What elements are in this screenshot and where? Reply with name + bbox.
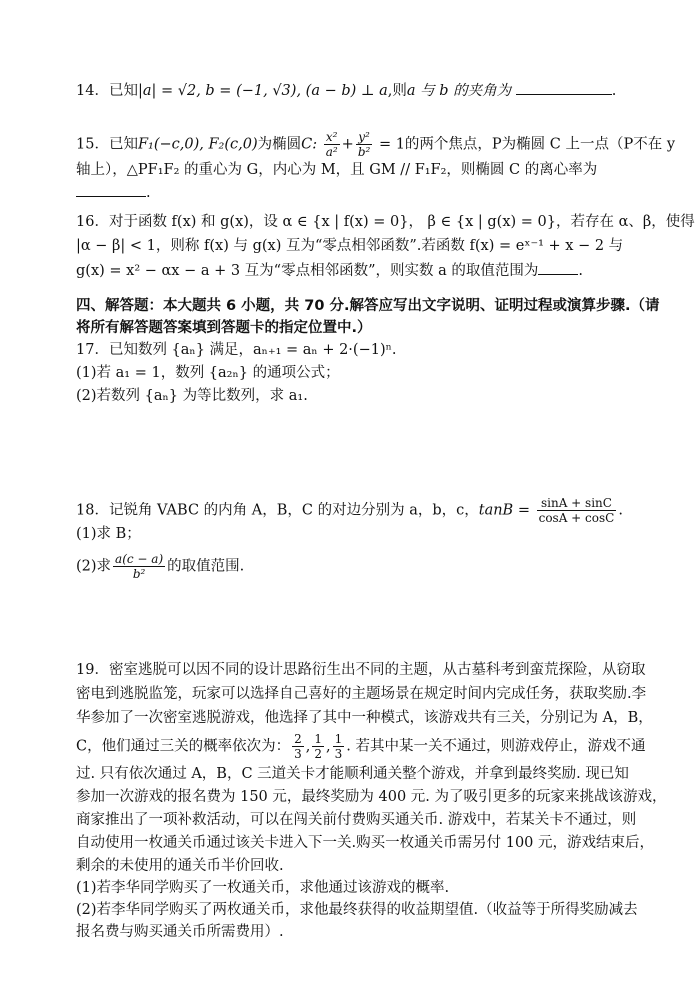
question-19-line-3 xyxy=(76,708,653,728)
q19-prob-c xyxy=(333,732,345,761)
question-19-line-7 xyxy=(76,810,636,830)
question-19-part-1 xyxy=(76,878,449,898)
q15-answer-blank xyxy=(76,182,146,197)
question-17-part-1 xyxy=(76,363,340,383)
q16-end: . xyxy=(578,263,583,279)
q18-line1-a: 18．记锐角 VABC 的内角 A，B，C 的对边分别为 a，b，c， xyxy=(76,502,479,519)
question-19-line-9 xyxy=(76,856,284,876)
q19-line6: 参加一次游戏的报名费为 150 元，最终奖励为 400 元. 为了吸引更多的玩家来挑战该游戏， xyxy=(76,789,667,805)
q18-tan-label: tanB = xyxy=(478,502,530,519)
question-15-line-3 xyxy=(76,182,151,203)
q15-fraction-y: $\frac{\text{y²}}{\text{b²}}$ xyxy=(357,130,371,159)
q19-prob-b xyxy=(312,732,324,761)
question-14 xyxy=(76,80,616,101)
question-16-line-3 xyxy=(76,260,583,281)
q19-line1: 19．密室逃脱可以因不同的设计思路衍生出不同的主题，从古墓科考到蛮荒探险，从窃取 xyxy=(76,662,646,678)
q18-ratio-denominator: b² xyxy=(132,567,146,581)
q17-part2: (2)若数列 {aₙ} 为等比数列，求 a₁. xyxy=(76,388,308,404)
q19-line3: 华参加了一次密室逃脱游戏，他选择了其中一种模式，该游戏共有三关，分别记为 A，B， xyxy=(76,710,653,726)
q19-prob-c-den: 3 xyxy=(334,747,343,761)
section-4-header-line-1 xyxy=(76,296,659,316)
question-18-part-2 xyxy=(76,552,244,581)
question-19-line-8 xyxy=(76,833,654,853)
q19-line7: 商家推出了一项补救活动，可以在闯关前付费购买通关币. 游戏中，若某关卡不通过，则 xyxy=(76,812,637,828)
question-19-part-2-line-1 xyxy=(76,900,638,920)
q14-number: 14． xyxy=(76,83,109,99)
q17-part1: (1)若 a₁ = 1，数列 {a₂ₙ} 的通项公式； xyxy=(76,365,340,381)
q19-prob-c-num: 1 xyxy=(334,732,343,746)
question-15-line-1: 15．已知F₁(−c,0), F₂(c,0)为椭圆C: $\frac{\text{x²}}{\text{a²}}$ + $\frac{\text{y²}}{\text{b²}}$ = 1的两个焦点，P为椭圆 C 上一点（P不在 y xyxy=(76,130,676,159)
question-19-line-5 xyxy=(76,764,629,784)
question-19-line-4: C，他们通过三关的概率依次为： $\frac{2}{3}$ , $\frac{1}{2}$ , $\frac{1}{3}$ . 若其中某一关不通过，则游戏停止，游戏不通 xyxy=(76,732,646,761)
q14-end: . xyxy=(611,83,617,99)
q14-text-c: a 与 b 的夹角为 xyxy=(406,83,512,99)
q15-end: . xyxy=(146,185,151,201)
q19-line5: 过. 只有依次通过 A，B，C 三道关卡才能顺利通关整个游戏，并拿到最终奖励. 现已知 xyxy=(76,766,629,782)
q16-line2: |α − β| < 1，则称 f(x) 与 g(x) 互为“零点相邻函数”.若函数 f(x) = eˣ⁻¹ + x − 2 与 xyxy=(76,238,624,254)
q19-prob-a xyxy=(292,732,304,761)
q16-line3: g(x) = x² − αx − a + 3 互为“零点相邻函数”，则实数 a 的取值范围为 xyxy=(76,263,539,279)
q15-line2: 轴上），△PF₁F₂ 的重心为 G，内心为 M，且 GM // F₁F₂，则椭圆 C 的离心率为 xyxy=(76,162,598,178)
q15-line1-c: = 1的两个焦点， xyxy=(378,136,492,153)
question-16-line-1 xyxy=(76,212,695,232)
q19-part2-a: (2)若李华同学购买了两枚通关币，求他最终获得的收益期望值.（收益等于所得奖励减去 xyxy=(76,902,638,918)
q15-foci: F₁(−c,0), F₂(c,0) xyxy=(137,136,258,153)
q18-ratio-fraction xyxy=(113,552,165,581)
q18-tan-fraction xyxy=(537,496,617,525)
question-19-line-1 xyxy=(76,660,645,680)
q14-text-a: 已知 xyxy=(108,83,138,99)
question-17-stem xyxy=(76,340,396,360)
q16-answer-blank xyxy=(538,260,578,275)
q14-text-b: ,则 xyxy=(387,83,407,99)
q18-part2-a: (2)求 xyxy=(76,558,112,575)
q14-answer-blank xyxy=(516,80,612,95)
question-19-line-2 xyxy=(76,684,646,704)
section-4-header-line-2 xyxy=(76,318,372,338)
q18-ratio-numerator: a(c − a) xyxy=(115,552,164,566)
q16-line1: 16．对于函数 f(x) 和 g(x)，设 α ∈ {x | f(x) = 0}， β ∈ {x | g(x) = 0}，若存在 α、β，使得 xyxy=(76,214,695,230)
q19-prob-b-num: 1 xyxy=(314,732,322,746)
q15-ellipse-label: C: xyxy=(301,136,318,153)
q18-part2-b: 的取值范围. xyxy=(167,558,245,575)
q19-line4-a: C，他们通过三关的概率依次为： xyxy=(76,738,291,755)
q19-line9: 剩余的未使用的通关币半价回收. xyxy=(76,858,284,874)
q19-prob-a-den: 3 xyxy=(294,747,302,761)
question-16-line-2 xyxy=(76,236,623,256)
q15-line1-a: 15．已知 xyxy=(76,136,138,153)
q19-part1: (1)若李华同学购买了一枚通关币，求他通过该游戏的概率. xyxy=(76,880,450,896)
question-19-line-6 xyxy=(76,787,667,807)
q19-line4-b: . 若其中某一关不通过，则游戏停止，游戏不通 xyxy=(346,738,646,755)
question-17-part-2 xyxy=(76,386,308,406)
q18-tan-denominator: cosA + cosC xyxy=(538,511,615,525)
question-18-part-1 xyxy=(76,524,141,544)
q19-line2: 密电到逃脱监笼，玩家可以选择自己喜好的主题场景在规定时间内完成任务，获取奖励.李 xyxy=(76,686,647,702)
question-18-stem xyxy=(76,496,623,525)
q19-line8: 自动使用一枚通关币通过该关卡进入下一关.购买一枚通关币需另付 100 元，游戏结束后， xyxy=(76,835,654,851)
q18-end: . xyxy=(618,502,623,519)
q14-condition: |a| = √2, b = (−1, √3), (a − b) ⊥ a xyxy=(137,83,388,99)
q19-prob-a-num: 2 xyxy=(294,732,302,746)
question-15-line-2 xyxy=(76,160,597,180)
question-19-part-2-line-2 xyxy=(76,922,284,942)
q15-line1-b: 为椭圆 xyxy=(257,136,302,153)
q19-part2-b: 报名费与购买通关币所需费用）. xyxy=(76,924,284,940)
q18-tan-numerator: sinA + sinC xyxy=(537,496,617,511)
q18-part1: (1)求 B； xyxy=(76,526,141,542)
q17-line1: 17．已知数列 {aₙ} 满足，aₙ₊₁ = aₙ + 2·(−1)ⁿ. xyxy=(76,342,397,358)
section4-line1: 四、解答题：本大题共 6 小题，共 70 分.解答应写出文字说明、证明过程或演算步骤.（请 xyxy=(76,298,660,314)
section4-line2: 将所有解答题答案填到答题卡的指定位置中.） xyxy=(76,320,372,336)
q19-prob-b-den: 2 xyxy=(314,747,322,761)
q15-line1-d: P为椭圆 C 上一点（P不在 y xyxy=(491,136,676,153)
q15-fraction-x: $\frac{\text{x²}}{\text{a²}}$ xyxy=(325,130,338,159)
